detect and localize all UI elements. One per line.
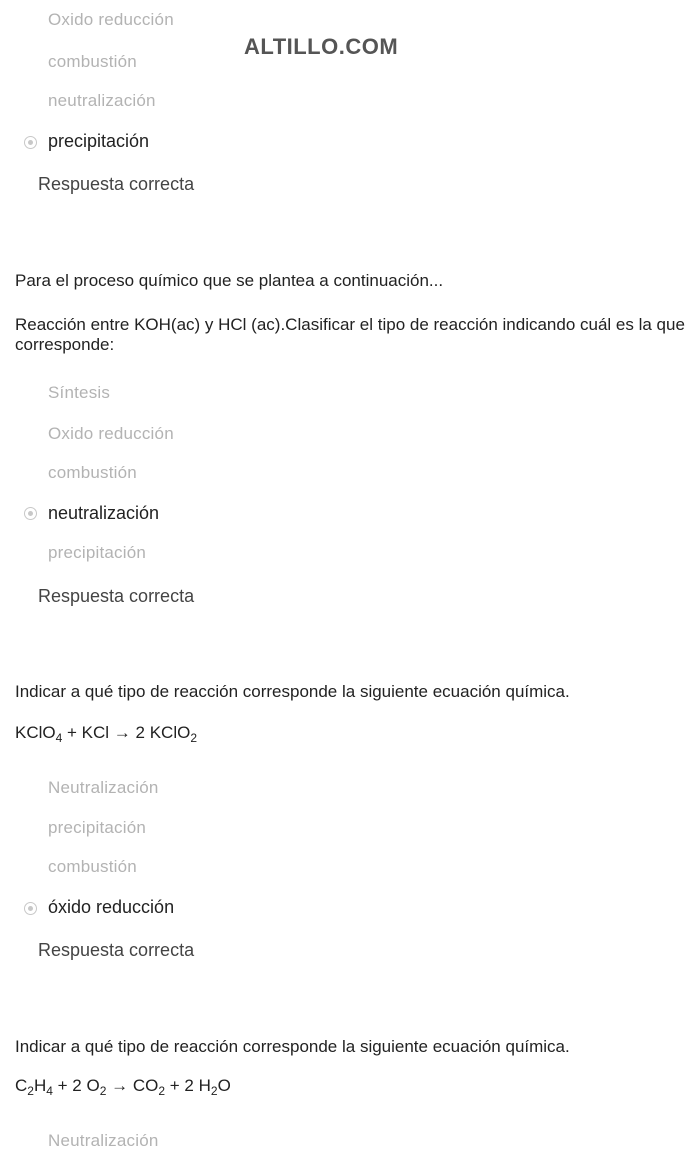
radio-selected-icon[interactable] [24, 902, 37, 915]
option-oxido-reduccion[interactable]: Oxido reducción [48, 424, 174, 443]
equation-part: C [15, 1076, 28, 1095]
equation-subscript: 2 [158, 1084, 166, 1098]
option-neutralizacion[interactable]: neutralización [48, 91, 156, 110]
option-sintesis[interactable]: Síntesis [48, 383, 111, 402]
option-precipitacion[interactable]: precipitación [48, 543, 147, 562]
equation-subscript: 2 [210, 1084, 218, 1098]
option-neutralizacion[interactable]: Neutralización [48, 1131, 159, 1150]
equation-part: → CO [106, 1076, 159, 1095]
option-combustion[interactable]: combustión [48, 857, 137, 876]
chemical-equation [15, 1076, 231, 1096]
equation-subscript: 4 [55, 731, 63, 745]
equation-part: + 2 O [52, 1076, 100, 1095]
option-combustion[interactable]: combustión [48, 52, 137, 71]
option-combustion[interactable]: combustión [48, 463, 137, 482]
equation-subscript: 2 [27, 1084, 34, 1098]
equation-part: + 2 H [165, 1076, 211, 1095]
feedback-correct: Respuesta correcta [38, 586, 195, 606]
equation-subscript: 2 [190, 731, 198, 745]
equation-part: KClO [15, 723, 56, 742]
option-selected-precipitacion[interactable]: precipitación [48, 131, 150, 151]
equation-subscript: 4 [46, 1084, 53, 1098]
question-text: Reacción entre KOH(ac) y HCl (ac).Clasificar el tipo de reacción indicando cuál es la que corresponde: [15, 315, 685, 354]
option-precipitacion[interactable]: precipitación [48, 818, 147, 837]
option-selected-oxido-reduccion[interactable]: óxido reducción [48, 897, 175, 917]
radio-selected-icon[interactable] [24, 136, 37, 149]
equation-part: + KCl → 2 KClO [62, 723, 191, 742]
equation-subscript: 2 [99, 1084, 107, 1098]
chemical-equation [15, 723, 197, 743]
question-title: Indicar a qué tipo de reacción corresponde la siguiente ecuación química. [15, 682, 570, 701]
watermark-logo: ALTILLO.COM [244, 34, 399, 59]
equation-part: H [33, 1076, 47, 1095]
feedback-correct: Respuesta correcta [38, 940, 195, 960]
option-oxido-reduccion[interactable]: Oxido reducción [48, 10, 174, 29]
question-title: Para el proceso químico que se plantea a continuación... [15, 271, 444, 290]
feedback-correct: Respuesta correcta [38, 174, 195, 194]
equation-part: O [217, 1076, 231, 1095]
option-neutralizacion[interactable]: Neutralización [48, 778, 159, 797]
question-title: Indicar a qué tipo de reacción corresponde la siguiente ecuación química. [15, 1037, 570, 1056]
radio-selected-icon[interactable] [24, 507, 37, 520]
option-selected-neutralizacion[interactable]: neutralización [48, 503, 160, 523]
